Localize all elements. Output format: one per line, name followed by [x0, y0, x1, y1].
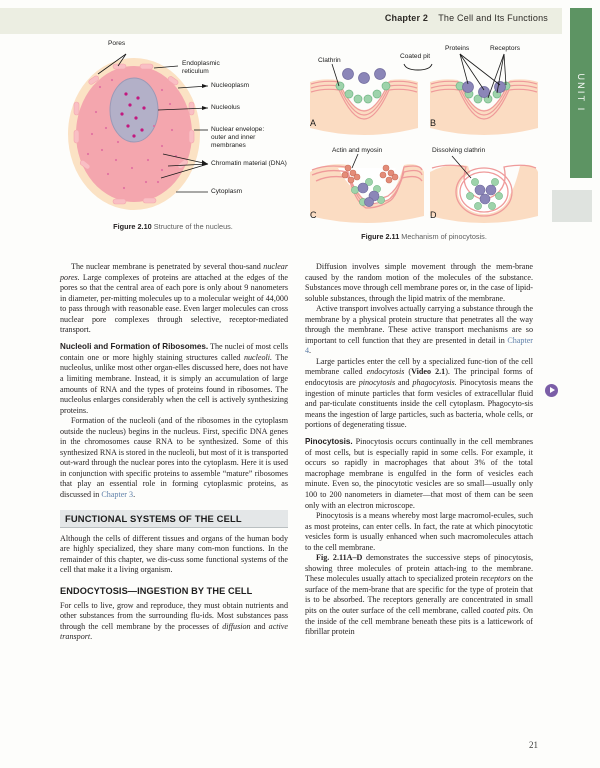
running-head [385, 13, 548, 24]
figure-2-10-caption [58, 222, 288, 231]
text-run: . [90, 632, 93, 642]
figure-cross-reference[interactable]: Fig. 2.11A–D [316, 553, 363, 563]
figure-2-10-label-chromatin: Chromatin material (DNA) [211, 160, 287, 167]
figure-2-10-caption-text: Structure of the nucleus. [153, 222, 233, 231]
text-run: Large particles enter the cell by a specialized func-tion of the cell membrane called [305, 356, 533, 377]
text-run: Active transport involves actually carrying a substance through the membrane by a physical protein structure that penetrates all the way through the membrane. These active transport mechanisms are so important to cell function that they are presented in detail in [305, 304, 533, 345]
paragraph-endocytosis-intro [60, 601, 288, 643]
running-head-title: The Cell and Its Functions [438, 13, 548, 23]
figure-2-11-panel-d: D [430, 210, 437, 220]
figure-2-11-label-receptors: Receptors [490, 45, 521, 52]
term-coated-pits: coated pits. [482, 606, 521, 615]
right-column [305, 262, 533, 638]
figure-2-11 [308, 45, 540, 250]
figure-2-10-label-envelope-3: membranes [211, 142, 246, 149]
figure-2-11-caption [308, 232, 540, 241]
text-run: on the surface of the mem-brane that are specific for the type of protein that is to be absorbed. The receptors generally are concentrated in small pits on the outer surface of the cell membrane, called [305, 574, 534, 615]
term-nucleoli: nucleoli. [243, 352, 273, 362]
figure-2-11-caption-text: Mechanism of pinocytosis. [401, 232, 487, 241]
text-run: Formation of the nucleoli (and of the ribosomes in the cytoplasm outside the nucleus) begins in the nucleus. First, specific DNA genes in the chromosomes cause RNA to be synthesized. Some of this synthesized RNA is stored in the nucleoli, but most of it is transported out-ward through the nuclear pores into the cytoplasm. Here it is used in conjunction with specific proteins to assemble “mature” ribosomes that play an essential role in forming cytoplasmic proteins, as discussed in [60, 416, 288, 499]
text-run: . [309, 346, 312, 356]
figure-2-11-label-proteins: Proteins [445, 45, 470, 52]
paragraph-pinocytosis [305, 437, 533, 511]
panel-a-art [310, 64, 418, 135]
subsection-heading-endocytosis: ENDOCYTOSIS—INGESTION BY THE CELL [60, 585, 253, 596]
paragraph-nucleoli-ribosomes [60, 342, 288, 416]
term-diffusion: diffusion [222, 621, 251, 631]
text-run: The nuclear membrane is penetrated by several thou-sand [71, 262, 264, 271]
run-in-heading-pinocytosis: Pinocytosis. [305, 437, 353, 447]
text-run: Pinocytosis occurs continually in the cell membranes of most cells, but is especially rapid in some cells. For example, it occurs so rapidly in macrophages that about 3% of the total macrophage membrane is engulfed in the form of vesicles each minute. Even so, the pinocytotic vesicles are so small—usually only 100 to 200 nanometers in diameter—that most of them can be seen only with an electron microscope. [305, 437, 533, 510]
paragraph-diffusion: Diffusion involves simple movement through the mem-brane caused by the random motion of the molecules of the substance. Substances move through cell membrane pores or, in the case of lipid-soluble substances, through the lipid matrix of the membrane. [305, 262, 533, 303]
text-run: ). The principal forms of endocytosis are [305, 367, 533, 388]
text-run: demonstrates the successive steps of pinocytosis, showing three molecules of protein attach-ing to the membrane. These molecules usually attach to specialized protein [305, 553, 533, 584]
running-head-chapter: Chapter 2 [384, 13, 429, 23]
paragraph-functional-systems-intro: Although the cells of different tissues and organs of the human body are highly specialized, they share many com-mon functions. In the remainder of this chapter, we dis-cuss some functional systems of the cell that make it a living organism. [60, 533, 288, 575]
text-run: . [133, 489, 136, 499]
figure-2-11-label-clathrin: Clathrin [318, 57, 341, 64]
term-phagocytosis: phagocytosis. [412, 378, 457, 388]
figure-2-11-illustration [308, 50, 540, 232]
unit-tab [570, 8, 592, 178]
link-chapter-3[interactable]: Chapter 3 [101, 489, 134, 499]
figure-2-10-label-endoplasmic: Endoplasmic [182, 60, 220, 67]
paragraph-figure-reference [305, 553, 533, 637]
text-run: and [395, 378, 413, 388]
link-chapter-4[interactable]: Chapter 4 [305, 335, 533, 356]
figure-2-10-label-pores: Pores [108, 40, 126, 47]
figure-2-10-label-reticulum: reticulum [182, 68, 209, 75]
figure-2-10-label-nucleoplasm: Nucleoplasm [211, 82, 250, 89]
figure-2-10-label-envelope-2: outer and inner [211, 134, 256, 141]
figure-2-10-label-nucleolus: Nucleolus [211, 104, 240, 111]
panel-d-art [430, 156, 538, 223]
text-run: Pinocytosis means the ingestion of minute particles that form vesicles of extracellular fluid and par-ticulate constituents inside the cell cytoplasm. Phagocyto-sis means the ingestion of large particles, such as bacteria, whole cells, or portions of degenerating tissue. [305, 378, 534, 430]
paragraph-endocytosis-forms [305, 357, 533, 431]
panel-c-art [310, 154, 424, 223]
figure-2-11-label-dissolving-clathrin: Dissolving clathrin [432, 147, 486, 154]
term-endocytosis: endocytosis [366, 367, 405, 377]
video-play-icon[interactable] [545, 384, 558, 397]
video-reference-2-1[interactable]: Video 2.1 [411, 367, 446, 377]
term-nuclear-pores: nuclear pores. [60, 262, 288, 282]
text-run: For cells to live, grow and reproduce, they must obtain nutrients and other substances from the surrounding flu-ids. Most substances pass through the cell membrane by the processes of [60, 600, 288, 631]
term-receptors: receptors [480, 574, 511, 584]
paragraph-nuclear-pores [60, 262, 288, 336]
figure-2-10-label-cytoplasm: Cytoplasm [211, 188, 243, 195]
text-run: The nucleolus, unlike most other organ-elles discussed here, does not have a limiting membrane. Instead, it is simply an accumulation of large amounts of RNA and the types of proteins found in ribosomes. The nucleolus enlarges considerably when the cell is actively synthesizing proteins. [60, 352, 288, 415]
left-column [60, 262, 288, 643]
figure-2-11-panel-a: A [310, 118, 317, 128]
run-in-heading-nucleoli: Nucleoli and Formation of Ribosomes. [60, 342, 209, 352]
term-pinocytosis: pinocytosis [358, 378, 396, 388]
text-run: The nuclei of most cells contain one or more highly staining structures called [60, 342, 288, 362]
paragraph-nucleoli-formation [60, 416, 288, 500]
section-heading-functional-systems: FUNCTIONAL SYSTEMS OF THE CELL [60, 510, 288, 528]
figure-2-11-panel-c: C [310, 210, 317, 220]
paragraph-pinocytosis-macromolecules: Pinocytosis is a means whereby most large macromol-ecules, such as most proteins, can enter cells. In fact, the rate at which pinocytotic vesicles form is usually enhanced when such macromolecules attach to the cell membrane. [305, 511, 533, 552]
unit-tab-shadow-block [552, 190, 592, 222]
figure-2-11-label-actin-myosin: Actin and myosin [332, 147, 383, 154]
text-run: ( [404, 367, 412, 377]
page-number: 21 [529, 740, 538, 750]
text-run: and [250, 621, 269, 631]
unit-tab-label: UNIT I [576, 73, 586, 113]
figure-2-10-number: Figure 2.10 [113, 222, 152, 231]
figure-2-10-label-envelope: Nuclear envelope: [211, 126, 265, 133]
figure-2-11-label-coated-pit: Coated pit [400, 53, 431, 60]
figure-2-11-number: Figure 2.11 [361, 232, 400, 241]
paragraph-active-transport [305, 304, 533, 357]
text-run: On the inside of the cell membrane beneath these pits is a latticework of fibrillar protein [305, 606, 533, 637]
figure-2-10 [58, 42, 288, 242]
term-active-transport: active transport [60, 621, 288, 642]
panel-b-art [404, 54, 538, 135]
figure-2-11-panel-b: B [430, 118, 437, 128]
text-run: Large complexes of proteins are attached at the edges of the pores so that the central area of each pore is only about 9 nanometers in diameter, per-mitting molecules up to a molecular weight of 44,000 to pass through with reasonable ease. Even larger molecules can cross nuclear pore complexes through selective, receptor-mediated transport. [60, 272, 288, 335]
